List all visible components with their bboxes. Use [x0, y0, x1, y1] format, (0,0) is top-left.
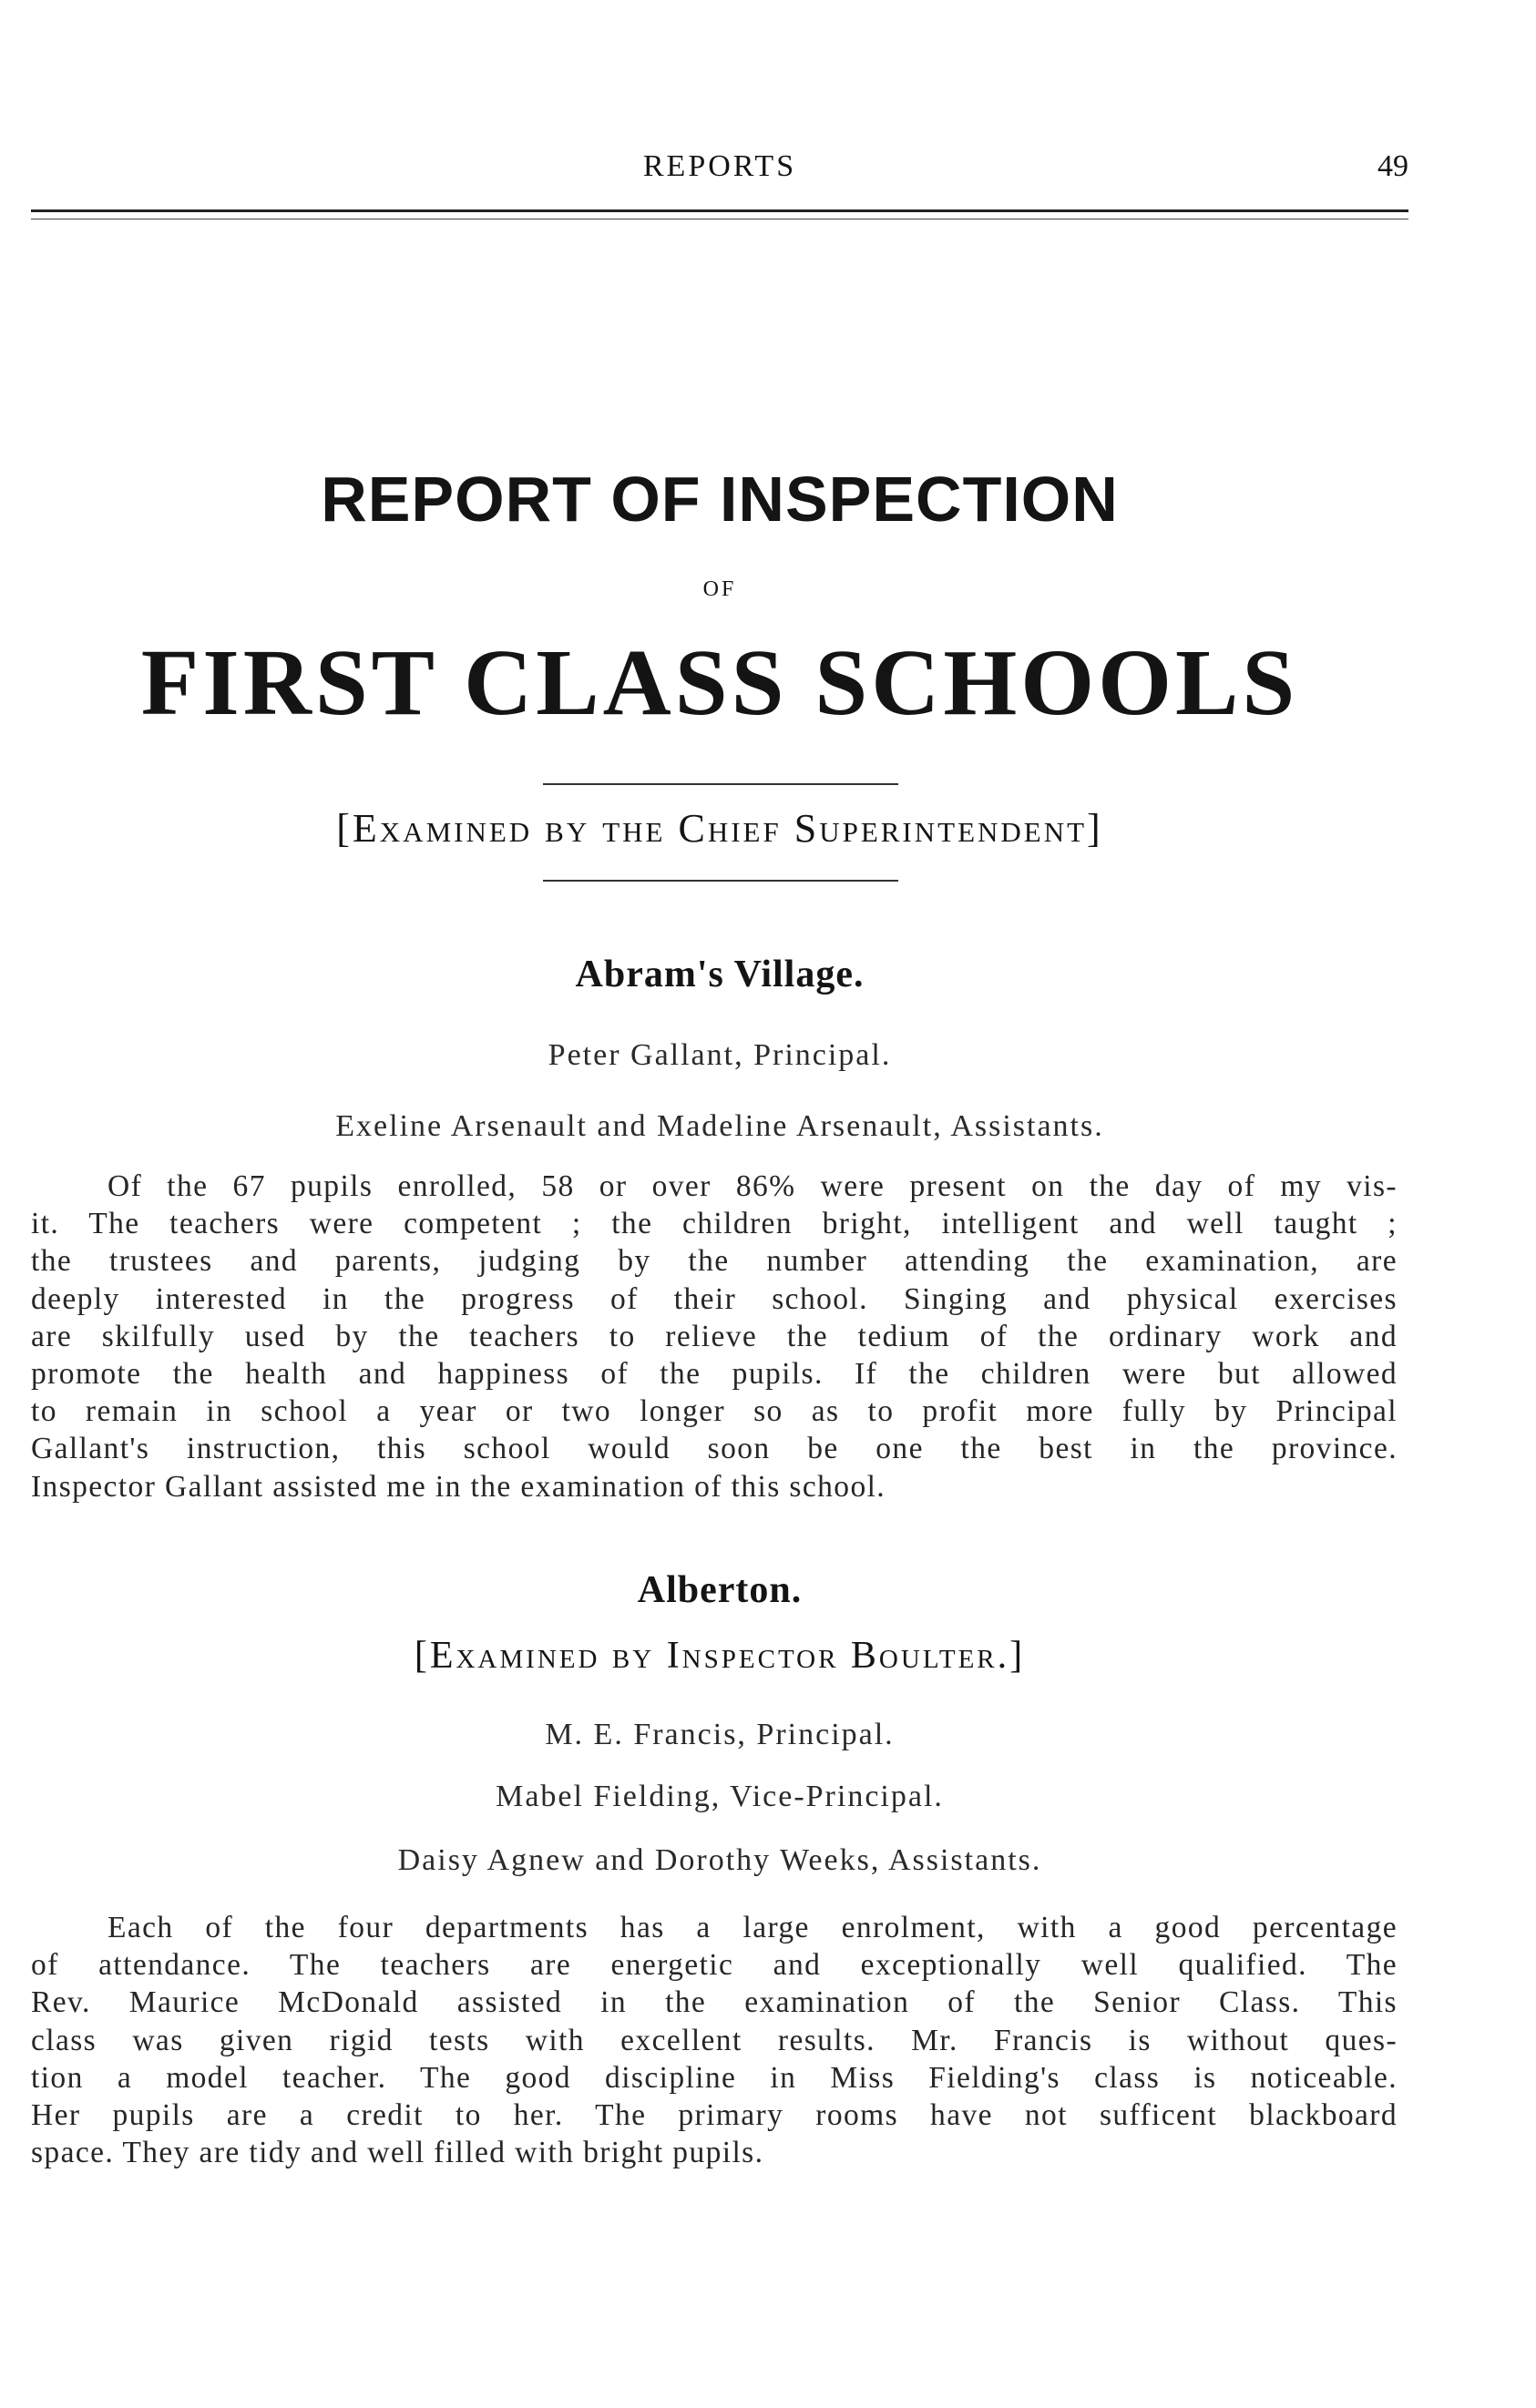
page-number: 49	[1377, 149, 1408, 183]
paragraph-line: promote the health and happiness of the pupils. If the children were but allowed	[31, 1357, 1398, 1392]
assistants-line: Exeline Arsenault and Madeline Arsenault, Assistants.	[335, 1109, 1104, 1143]
section-heading-alberton: Alberton.	[637, 1569, 803, 1611]
vice-principal-line: Mabel Fielding, Vice-Principal.	[496, 1780, 944, 1813]
paragraph-line: the trustees and parents, judging by the number attending the examination, are	[31, 1244, 1398, 1279]
header-rule	[31, 209, 1408, 212]
title-divider-bottom	[543, 880, 898, 882]
paragraph-line: Rev. Maurice McDonald assisted in the examination of the Senior Class. This	[31, 1985, 1398, 2020]
paragraph-line: it. The teachers were competent ; the children bright, intelligent and well taught ;	[31, 1207, 1398, 1241]
paragraph-line: Each of the four departments has a large enrolment, with a good percentage	[108, 1911, 1398, 1944]
title-divider-top	[543, 783, 898, 785]
paragraph-line: Of the 67 pupils enrolled, 58 or over 86% were present on the day of my vis-	[108, 1169, 1398, 1203]
examiner-note: [Examined by the Chief Superintendent]	[336, 806, 1103, 851]
paragraph-line: class was given rigid tests with excellent results. Mr. Francis is without ques-	[31, 2023, 1398, 2057]
section-paragraph-abrams-village	[31, 1168, 1398, 1505]
paragraph-line: tion a model teacher. The good discipline in Miss Fielding's class is noticeable.	[31, 2060, 1398, 2095]
paragraph-line: space. They are tidy and well filled with bright pupils.	[31, 2136, 764, 2170]
paragraph-line: Inspector Gallant assisted me in the examination of this school.	[31, 1469, 886, 1504]
section-examiner-note: [Examined by Inspector Boulter.]	[414, 1635, 1026, 1677]
section-paragraph-alberton	[31, 1909, 1398, 2171]
running-header-title: REPORTS	[642, 149, 797, 183]
principal-line: Peter Gallant, Principal.	[548, 1038, 892, 1072]
paragraph-line: of attendance. The teachers are energetic and exceptionally well qualified. The	[31, 1948, 1398, 1983]
assistants-line: Daisy Agnew and Dorothy Weeks, Assistants.	[397, 1843, 1042, 1877]
principal-line: M. E. Francis, Principal.	[545, 1718, 895, 1751]
running-header	[31, 146, 1408, 191]
section-heading-abrams-village: Abram's Village.	[575, 954, 865, 995]
paragraph-line: Gallant's instruction, this school would soon be one the best in the province.	[31, 1432, 1398, 1466]
report-title: REPORT OF INSPECTION	[321, 464, 1119, 535]
paragraph-line: to remain in school a year or two longer so as to profit more fully by Principal	[31, 1394, 1398, 1429]
paragraph-line: deeply interested in the progress of their school. Singing and physical exercises	[31, 1281, 1398, 1316]
report-subtitle: FIRST CLASS SCHOOLS	[140, 630, 1299, 735]
report-title-connector: OF	[702, 577, 737, 601]
paragraph-line: are skilfully used by the teachers to relieve the tedium of the ordinary work and	[31, 1319, 1398, 1353]
paragraph-line: Her pupils are a credit to her. The primary rooms have not sufficent blackboard	[31, 2098, 1398, 2133]
